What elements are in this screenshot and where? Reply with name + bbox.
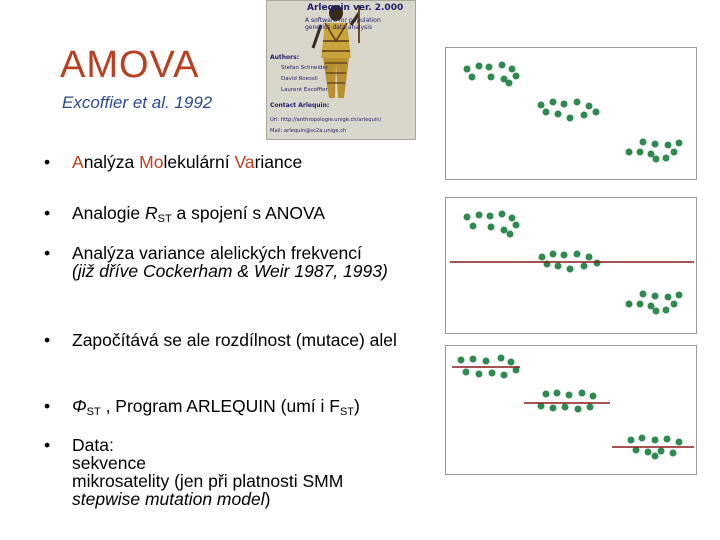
arlequin-description: A software for population genetics data analysis — [305, 17, 381, 31]
arlequin-author: David Roessli — [281, 76, 318, 82]
smm-expansion: stepwise mutation model — [72, 489, 265, 509]
bullet-icon: • — [44, 330, 51, 350]
bullet-text: Započítává se ale rozdílnost (mutace) alel — [72, 330, 397, 350]
bullet-text: riance — [254, 152, 303, 172]
citation-text: (již dříve Cockerham & Weir 1987, 1993) — [72, 261, 388, 281]
bullet-text: , Program ARLEQUIN (umí i F — [100, 396, 340, 416]
phi-symbol: Φ — [72, 396, 87, 416]
diagram-clusters-plain — [445, 47, 697, 180]
rst-symbol: R — [144, 203, 158, 223]
bullet-icon: • — [44, 396, 51, 416]
arlequin-mail: Mail: arlequin@sc2a.unige.ch — [270, 128, 347, 134]
bullet-text: lekulární — [163, 152, 235, 172]
bullet-icon: • — [44, 435, 51, 455]
diagram-clusters-overall-mean — [445, 197, 697, 334]
slide-subtitle: Excoffier et al. 1992 — [62, 93, 213, 112]
arlequin-title: Arlequin ver. 2.000 — [307, 3, 404, 13]
bullet-text: nalýza — [83, 152, 140, 172]
bullet-text: Analýza variance alelických frekvencí — [72, 243, 362, 263]
arlequin-url: Url: http://anthropologie.unige.ch/arlequin/ — [270, 117, 382, 123]
rst-subscript: ST — [157, 213, 172, 225]
diagram-clusters-group-means — [445, 345, 697, 475]
cluster-plot — [446, 346, 696, 474]
arlequin-author: Stefan Schneider — [281, 65, 329, 71]
bullet-text: sekvence — [72, 453, 146, 473]
slide-title: AMOVA — [60, 44, 200, 86]
cluster-plot — [446, 198, 696, 333]
bullet-icon: • — [44, 243, 51, 263]
arlequin-authors-heading: Authors: — [270, 54, 300, 61]
bullet-text: mikrosatelity (jen při platnosti SMM — [72, 471, 344, 491]
bullet-text: ) — [264, 489, 271, 509]
bullet-icon: • — [44, 203, 51, 223]
bullet-icon: • — [44, 152, 51, 172]
arlequin-author: Laurent Excoffier — [281, 87, 328, 93]
bullet-text: Data: — [72, 435, 114, 455]
highlight-letters: Va — [234, 152, 255, 172]
arlequin-splash-image — [266, 0, 416, 140]
arlequin-contact-heading: Contact Arlequin: — [270, 102, 330, 109]
fst-subscript: ST — [339, 406, 354, 418]
bullet-text: Analogie — [72, 203, 145, 223]
cluster-plot — [446, 48, 696, 179]
bullet-text: a spojení s ANOVA — [171, 203, 326, 223]
highlight-letter: A — [72, 152, 84, 172]
bullet-text: ) — [354, 396, 360, 416]
highlight-letters: Mo — [139, 152, 164, 172]
phi-subscript: ST — [86, 406, 101, 418]
